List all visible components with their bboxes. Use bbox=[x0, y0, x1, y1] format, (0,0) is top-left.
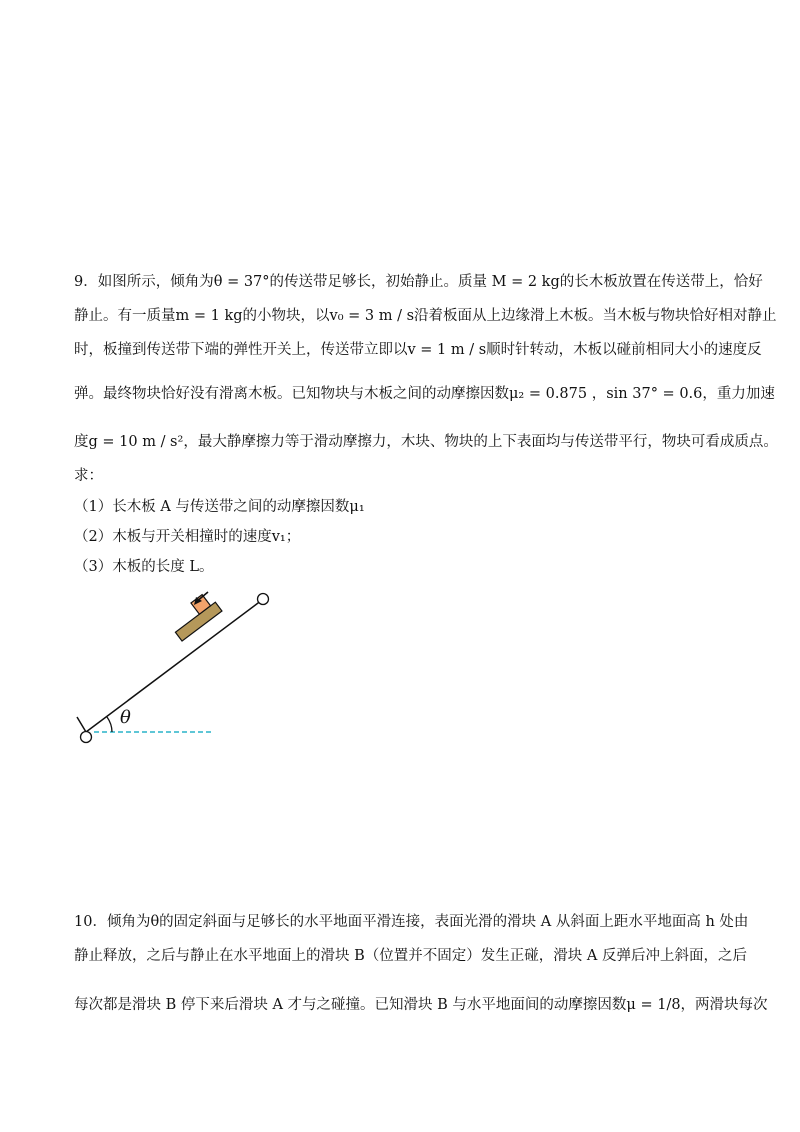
upper-pulley bbox=[258, 594, 269, 605]
q9-sub-question-2: （2）木板与开关相撞时的速度v₁； bbox=[74, 529, 301, 545]
q9-line-4: 弹。最终物块恰好没有滑离木板。已知物块与木板之间的动摩擦因数μ₂ = 0.875 ，sin 37° = 0.6，重力加速 bbox=[74, 386, 775, 402]
q10-line-2: 静止释放，之后与静止在水平地面上的滑块 B（位置并不固定）发生正碰，滑块 A 反弹后冲上斜面，之后 bbox=[74, 948, 747, 964]
q9-line-2: 静止。有一质量m = 1 kg的小物块，以v₀ = 3 m / s沿着板面从上边缘滑上木板。当木板与物块恰好相对静止 bbox=[74, 308, 777, 324]
q9-line-1: 9．如图所示，倾角为θ = 37°的传送带足够长，初始静止。质量 M = 2 kg的长木板放置在传送带上，恰好 bbox=[74, 274, 763, 290]
conveyor-belt bbox=[86, 600, 262, 732]
angle-arc bbox=[107, 717, 112, 732]
q9-line-5: 度g = 10 m / s²，最大静摩擦力等于滑动摩擦力，木块、物块的上下表面均与传送带平行，物块可看成质点。 bbox=[74, 434, 778, 450]
q9-sub-question-3: （3）木板的长度 L。 bbox=[74, 559, 214, 575]
conveyor-figure bbox=[70, 586, 290, 751]
q10-line-3: 每次都是滑块 B 停下来后滑块 A 才与之碰撞。已知滑块 B 与水平地面间的动摩擦因数μ = 1/8，两滑块每次 bbox=[74, 997, 768, 1013]
q9-line-3: 时，板撞到传送带下端的弹性开关上，传送带立即以v = 1 m / s顺时针转动，木板以碰前相同大小的速度反 bbox=[74, 342, 762, 358]
q9-line-6: 求： bbox=[74, 468, 103, 484]
lower-pulley bbox=[81, 732, 92, 743]
elastic-switch bbox=[77, 717, 86, 732]
angle-label: θ bbox=[120, 707, 131, 728]
q10-line-1: 10．倾角为θ的固定斜面与足够长的水平地面平滑连接，表面光滑的滑块 A 从斜面上距水平地面高 h 处由 bbox=[74, 914, 749, 930]
q9-sub-question-1: （1）长木板 A 与传送带之间的动摩擦因数μ₁ bbox=[74, 499, 365, 515]
